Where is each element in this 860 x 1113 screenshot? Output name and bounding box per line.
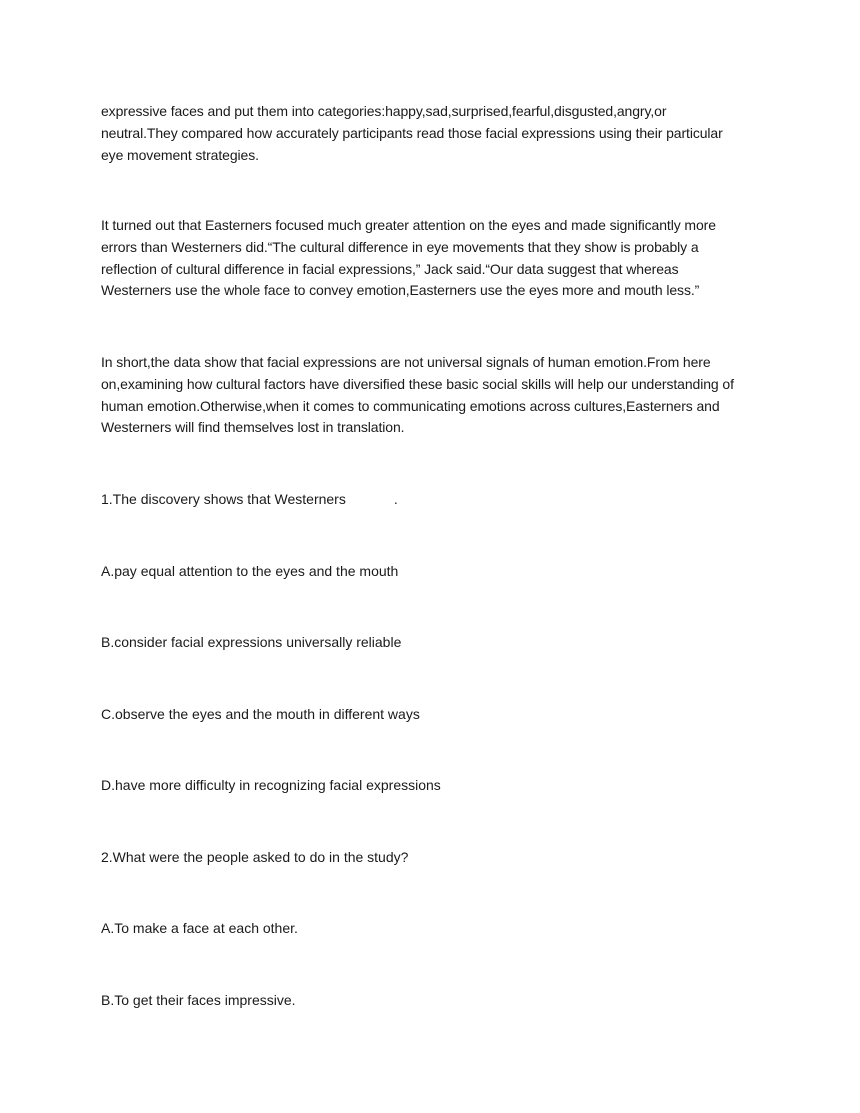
paragraph-3 bbox=[101, 352, 766, 439]
paragraph-1 bbox=[101, 101, 766, 166]
paragraph-3-line-2: on,examining how cultural factors have diversified these basic social skills will help our understanding of bbox=[101, 375, 734, 392]
paragraph-3-line-1: In short,the data show that facial expressions are not universal signals of human emotion.From here bbox=[101, 354, 711, 370]
paragraph-1-line-3: eye movement strategies. bbox=[101, 146, 259, 163]
paragraph-2-line-2: errors than Westerners did.“The cultural difference in eye movements that they show is probably a bbox=[101, 238, 699, 255]
question-1-stem bbox=[101, 489, 398, 509]
paragraph-3-line-3: human emotion.Otherwise,when it comes to communicating emotions across cultures,Easterners and bbox=[101, 397, 720, 414]
question-1-stem-text: 1.The discovery shows that Westerners bbox=[101, 491, 346, 507]
paragraph-3-line-4: Westerners will find themselves lost in translation. bbox=[101, 419, 405, 436]
paragraph-1-line-2: neutral.They compared how accurately participants read those facial expressions using their particular bbox=[101, 124, 723, 141]
paragraph-2-line-1: It turned out that Easterners focused much greater attention on the eyes and made significantly more bbox=[101, 217, 716, 233]
question-2-option-b: B.To get their faces impressive. bbox=[101, 992, 296, 1008]
paragraph-2-line-4: Westerners use the whole face to convey emotion,Easterners use the eyes more and mouth less.” bbox=[101, 282, 700, 299]
question-1-stem-end: . bbox=[393, 491, 398, 507]
paragraph-2-line-3: reflection of cultural difference in facial expressions,” Jack said.“Our data suggest that whereas bbox=[101, 260, 679, 277]
question-2-option-a: A.To make a face at each other. bbox=[101, 920, 298, 936]
paragraph-1-line-1: expressive faces and put them into categories:happy,sad,surprised,fearful,disgusted,angry,or bbox=[101, 103, 667, 119]
question-2-stem: 2.What were the people asked to do in the study? bbox=[101, 849, 409, 865]
question-1-option-c: C.observe the eyes and the mouth in different ways bbox=[101, 706, 420, 722]
question-1-option-a: A.pay equal attention to the eyes and the mouth bbox=[101, 563, 399, 579]
question-1-option-b: B.consider facial expressions universally reliable bbox=[101, 634, 402, 650]
question-1-option-d: D.have more difficulty in recognizing facial expressions bbox=[101, 777, 441, 793]
paragraph-2 bbox=[101, 215, 766, 302]
